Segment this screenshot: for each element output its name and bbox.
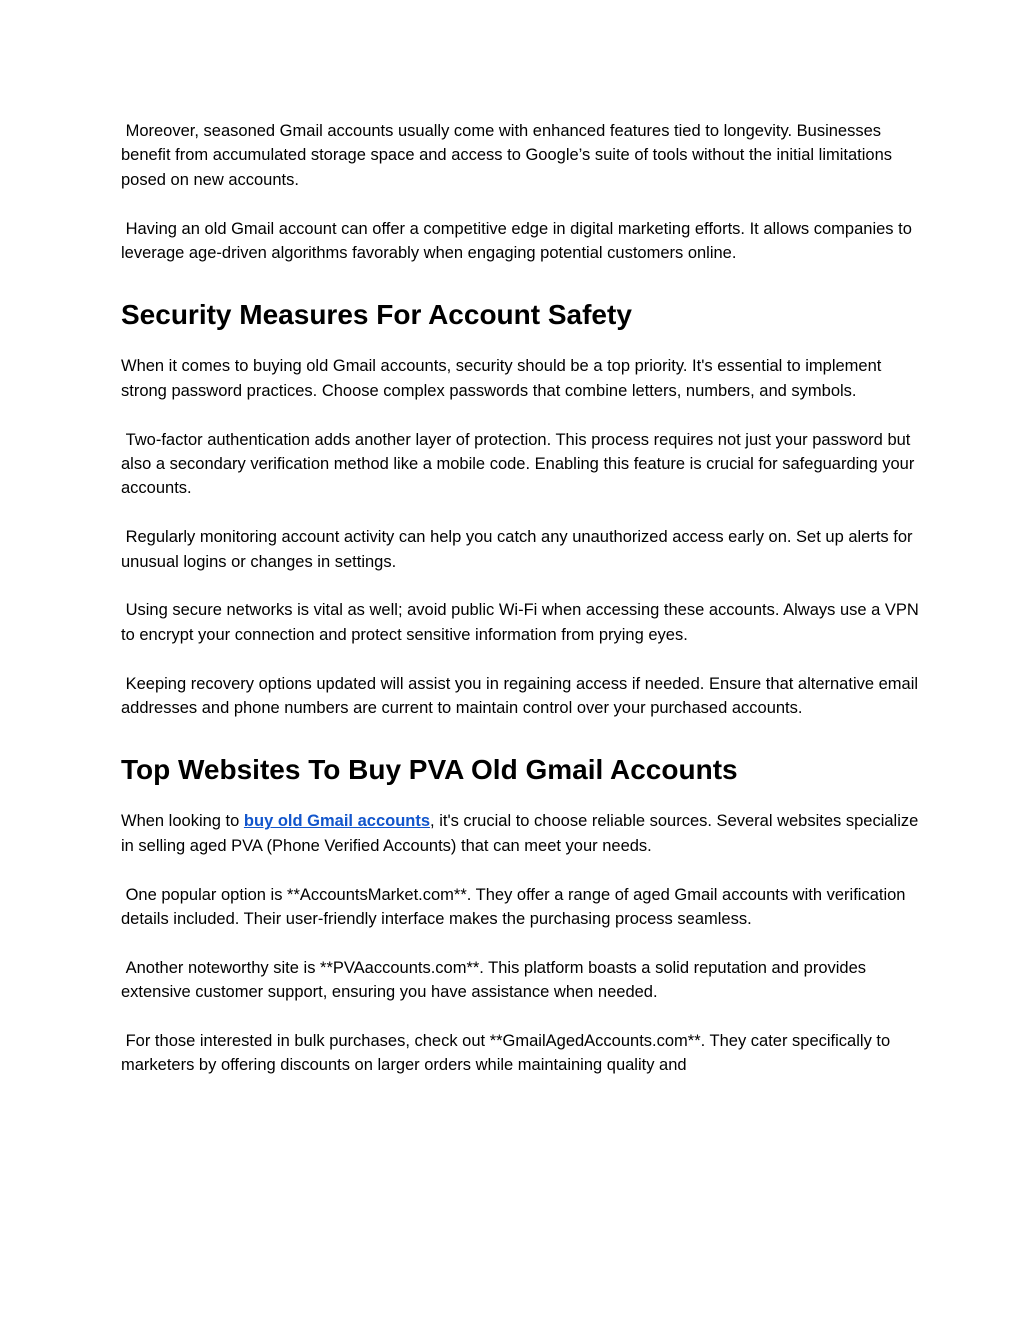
paragraph: Having an old Gmail account can offer a competitive edge in digital marketing efforts. It allows companies to leverage age-driven algorithms favorably when engaging potential customers online.: [121, 219, 917, 263]
paragraph: Keeping recovery options updated will assist you in regaining access if needed. Ensure that alternative email addresses and phone numbers are current to maintain control over your purchased accounts.: [121, 674, 923, 718]
paragraph: When it comes to buying old Gmail accounts, security should be a top priority. It's essential to implement strong password practices. Choose complex passwords that combine letters, numbers, and symbols.: [121, 357, 886, 400]
buy-old-gmail-accounts-link[interactable]: buy old Gmail accounts: [243, 812, 431, 831]
document-page: [121, 119, 924, 1078]
paragraph: Using secure networks is vital as well; avoid public Wi-Fi when accessing these accounts. Always use a VPN to encrypt your connection and protect sensitive information from prying eyes.: [121, 601, 924, 644]
paragraph: Another noteworthy site is **PVAaccounts.com**. This platform boasts a solid reputation and provides extensive customer support, ensuring you have assistance when needed.: [121, 958, 871, 1002]
paragraph-text: , it's crucial to choose reliable sources. Several websites specialize in selling aged PVA (Phone Verified Accounts) that can meet your needs.: [121, 812, 923, 855]
section-heading-websites: Top Websites To Buy PVA Old Gmail Accounts: [121, 754, 738, 786]
paragraph: Moreover, seasoned Gmail accounts usually come with enhanced features tied to longevity. Businesses benefit from accumulated storage space and access to Google’s suite of tools without the initial limitations posed on new accounts.: [121, 122, 897, 189]
paragraph: For those interested in bulk purchases, check out **GmailAgedAccounts.com**. They cater specifically to marketers by offering discounts on larger orders while maintaining quality and: [121, 1032, 895, 1075]
paragraph: One popular option is **AccountsMarket.com**. They offer a range of aged Gmail accounts with verification details included. Their user-friendly interface makes the purchasing process seamless.: [121, 885, 911, 929]
section-heading-security: Security Measures For Account Safety: [121, 299, 632, 331]
paragraph: Two-factor authentication adds another layer of protection. This process requires not just your password but also a secondary verification method like a mobile code. Enabling this feature is crucial for safeguarding your accounts.: [121, 430, 919, 498]
paragraph-text: When looking to: [121, 812, 244, 831]
paragraph: Regularly monitoring account activity can help you catch any unauthorized access early on. Set up alerts for unusual logins or changes in settings.: [121, 528, 918, 571]
paragraph-with-link: [121, 809, 921, 858]
